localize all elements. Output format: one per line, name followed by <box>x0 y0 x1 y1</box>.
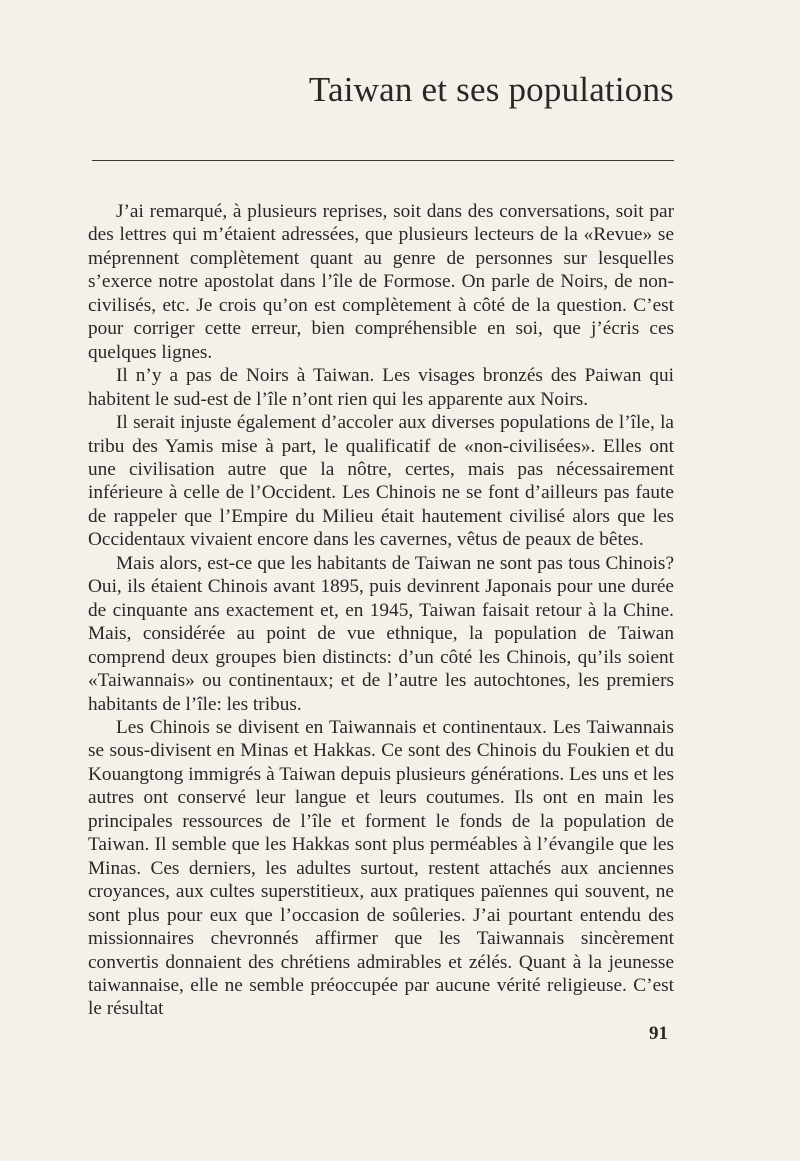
paragraph: Les Chinois se divisent en Taiwannais et continentaux. Les Taiwannais se sous-divisent en Minas et Hakkas. Ce sont des Chinois du Foukien et du Kouangtong immigrés à Taiwan depuis plusieurs générations. Les uns et les autres ont conservé leur langue et leurs coutumes. Ils ont en main les principales ressources de l’île et forment le fonds de la population de Taiwan. Il semble que les Hakkas sont plus perméables à l’évangile que les Minas. Ces derniers, les adultes surtout, restent attachés aux anciennes croyances, aux cultes superstitieux, aux pratiques païennes qui souvent, ne sont plus pour eux que l’occasion de soûleries. J’ai pourtant entendu des missionnaires chevronnés affirmer que les Taiwannais sincèrement convertis donnaient des chrétiens admirables et zélés. Quant à la jeunesse taiwannaise, elle ne semble préoccupée par aucune vérité religieuse. C’est le résultat <box>88 716 674 1020</box>
title-rule <box>92 160 674 161</box>
page-number: 91 <box>649 1023 668 1044</box>
paragraph: Il n’y a pas de Noirs à Taiwan. Les visages bronzés des Paiwan qui habitent le sud-est de l’île n’ont rien qui les apparente aux Noirs. <box>88 365 674 410</box>
body-text <box>88 200 674 1021</box>
paragraph: Il serait injuste également d’accoler aux diverses populations de l’île, la tribu des Yamis mise à part, le qualificatif de «non-civilisées». Elles ont une civilisation autre que la nôtre, certes, mais pas nécessairement inférieure à celle de l’Occident. Les Chinois ne se font d’ailleurs pas faute de rappeler que l’Empire du Milieu était hautement civilisé alors que les Occidentaux vivaient encore dans les cavernes, vêtus de peaux de bêtes. <box>88 412 674 551</box>
paragraph: Mais alors, est-ce que les habitants de Taiwan ne sont pas tous Chinois? Oui, ils étaient Chinois avant 1895, puis devinrent Japonais pour une durée de cinquante ans exactement et, en 1945, Taiwan faisait retour à la Chine. Mais, considérée au point de vue ethnique, la population de Taiwan comprend deux groupes bien distincts: d’un côté les Chinois, qu’ils soient «Taiwannais» ou continentaux; et de l’autre les autochtones, les premiers habitants de l’île: les tribus. <box>88 552 674 715</box>
page-title: Taiwan et ses populations <box>308 70 674 109</box>
paragraph: J’ai remarqué, à plusieurs reprises, soit dans des conversations, soit par des lettres qui m’étaient adressées, que plusieurs lecteurs de la «Revue» se méprennent complètement quant au genre de personnes sur lesquelles s’exerce notre apostolat dans l’île de Formose. On parle de Noirs, de non-civilisés, etc. Je crois qu’on est complètement à côté de la question. C’est pour corriger cette erreur, bien compréhensible en soi, que j’écris ces quelques lignes. <box>88 201 674 363</box>
